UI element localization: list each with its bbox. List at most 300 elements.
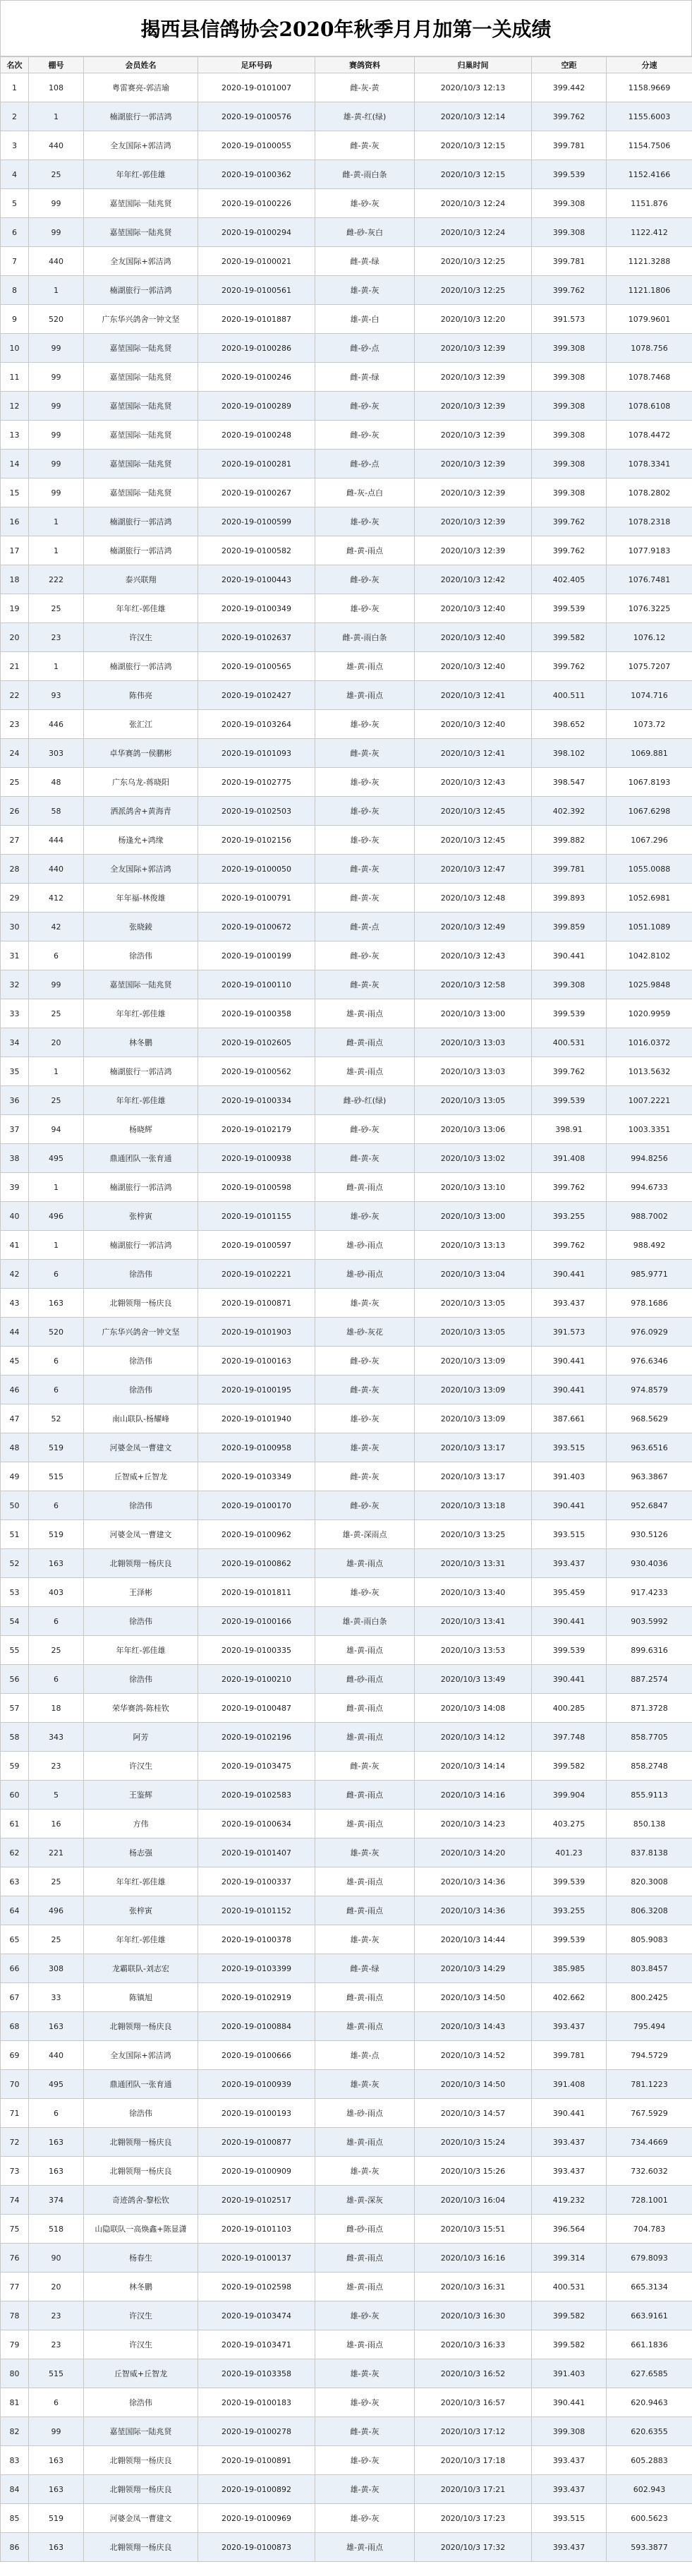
cell-loft-number: 343 <box>29 1723 84 1752</box>
cell-rank: 5 <box>1 189 29 218</box>
header-distance: 空距 <box>532 57 607 73</box>
table-row <box>1 652 692 681</box>
table-row <box>1 1838 692 1867</box>
cell-arrival-time: 2020/10/3 12:39 <box>415 392 532 421</box>
cell-member-name: 嘉堃国际一陆兆贤 <box>84 189 198 218</box>
cell-ring-number: 2020-19-0103399 <box>198 1954 315 1983</box>
cell-pigeon-info: 雌-黄-灰 <box>315 970 415 999</box>
cell-distance: 393.437 <box>532 2128 607 2157</box>
cell-pigeon-info: 雄-砂-雨点 <box>315 2099 415 2128</box>
cell-speed: 806.3208 <box>607 1896 692 1925</box>
cell-ring-number: 2020-19-0102503 <box>198 797 315 826</box>
cell-ring-number: 2020-19-0100582 <box>198 536 315 565</box>
cell-member-name: 徐浩伟 <box>84 1607 198 1636</box>
cell-distance: 399.762 <box>532 1057 607 1086</box>
cell-loft-number: 58 <box>29 797 84 826</box>
cell-loft-number: 99 <box>29 334 84 363</box>
cell-loft-number: 440 <box>29 2041 84 2070</box>
cell-member-name: 粤雷赛亮-郭洁瑜 <box>84 73 198 102</box>
cell-member-name: 河婆金凤一曹建文 <box>84 2504 198 2533</box>
cell-speed: 1151.876 <box>607 189 692 218</box>
cell-distance: 397.748 <box>532 1723 607 1752</box>
cell-arrival-time: 2020/10/3 13:03 <box>415 1028 532 1057</box>
cell-pigeon-info: 雌-黄-雨白条 <box>315 623 415 652</box>
cell-pigeon-info: 雌-砂-雨点 <box>315 1665 415 1694</box>
cell-rank: 69 <box>1 2041 29 2070</box>
cell-arrival-time: 2020/10/3 13:00 <box>415 1202 532 1231</box>
cell-member-name: 徐浩伟 <box>84 1491 198 1520</box>
cell-speed: 1067.296 <box>607 826 692 855</box>
cell-ring-number: 2020-19-0100958 <box>198 1433 315 1462</box>
cell-distance: 401.23 <box>532 1838 607 1867</box>
cell-rank: 27 <box>1 826 29 855</box>
cell-speed: 805.9083 <box>607 1925 692 1954</box>
cell-distance: 399.539 <box>532 1867 607 1896</box>
cell-distance: 393.437 <box>532 2475 607 2504</box>
cell-pigeon-info: 雄-黄-灰 <box>315 1289 415 1318</box>
cell-arrival-time: 2020/10/3 12:39 <box>415 363 532 392</box>
cell-member-name: 北翱领翔一杨庆良 <box>84 2012 198 2041</box>
cell-loft-number: 163 <box>29 2157 84 2186</box>
cell-speed: 994.8256 <box>607 1144 692 1173</box>
table-row <box>1 2012 692 2041</box>
cell-member-name: 洒派鸽舍+黄海青 <box>84 797 198 826</box>
cell-loft-number: 6 <box>29 2099 84 2128</box>
cell-rank: 63 <box>1 1867 29 1896</box>
cell-rank: 34 <box>1 1028 29 1057</box>
cell-member-name: 广东乌龙-蒋晓阳 <box>84 768 198 797</box>
cell-loft-number: 440 <box>29 855 84 884</box>
cell-arrival-time: 2020/10/3 15:26 <box>415 2157 532 2186</box>
cell-loft-number: 163 <box>29 1549 84 1578</box>
cell-loft-number: 52 <box>29 1404 84 1433</box>
cell-pigeon-info: 雄-黄-灰 <box>315 2070 415 2099</box>
cell-arrival-time: 2020/10/3 16:04 <box>415 2186 532 2215</box>
cell-member-name: 年年红-郭佳雄 <box>84 999 198 1028</box>
cell-arrival-time: 2020/10/3 15:24 <box>415 2128 532 2157</box>
cell-ring-number: 2020-19-0101093 <box>198 739 315 768</box>
cell-arrival-time: 2020/10/3 12:58 <box>415 970 532 999</box>
table-row <box>1 710 692 739</box>
cell-loft-number: 1 <box>29 507 84 536</box>
cell-ring-number: 2020-19-0100334 <box>198 1086 315 1115</box>
cell-speed: 600.5623 <box>607 2504 692 2533</box>
cell-loft-number: 1 <box>29 1057 84 1086</box>
cell-ring-number: 2020-19-0100962 <box>198 1520 315 1549</box>
cell-speed: 1078.4472 <box>607 421 692 450</box>
cell-rank: 6 <box>1 218 29 247</box>
cell-ring-number: 2020-19-0100195 <box>198 1376 315 1404</box>
cell-loft-number: 6 <box>29 1491 84 1520</box>
cell-distance: 390.441 <box>532 1607 607 1636</box>
cell-ring-number: 2020-19-0100021 <box>198 247 315 276</box>
cell-ring-number: 2020-19-0100666 <box>198 2041 315 2070</box>
cell-arrival-time: 2020/10/3 12:42 <box>415 565 532 594</box>
cell-pigeon-info: 雌-黄-雨点 <box>315 1896 415 1925</box>
table-row <box>1 450 692 479</box>
cell-pigeon-info: 雄-黄-雨点 <box>315 1810 415 1838</box>
cell-speed: 1079.9601 <box>607 305 692 334</box>
cell-member-name: 北翱领翔一杨庆良 <box>84 2475 198 2504</box>
table-row <box>1 2099 692 2128</box>
cell-rank: 64 <box>1 1896 29 1925</box>
cell-rank: 44 <box>1 1318 29 1347</box>
cell-arrival-time: 2020/10/3 13:02 <box>415 1144 532 1173</box>
cell-speed: 1007.2221 <box>607 1086 692 1115</box>
cell-speed: 1121.3288 <box>607 247 692 276</box>
header-speed: 分速 <box>607 57 692 73</box>
cell-distance: 391.573 <box>532 1318 607 1347</box>
cell-loft-number: 93 <box>29 681 84 710</box>
cell-arrival-time: 2020/10/3 12:39 <box>415 450 532 479</box>
cell-rank: 51 <box>1 1520 29 1549</box>
cell-member-name: 许汉生 <box>84 2330 198 2359</box>
results-body <box>1 73 692 2562</box>
cell-speed: 963.3867 <box>607 1462 692 1491</box>
cell-speed: 732.6032 <box>607 2157 692 2186</box>
cell-speed: 1013.5632 <box>607 1057 692 1086</box>
cell-pigeon-info: 雄-黄-灰 <box>315 2475 415 2504</box>
cell-speed: 978.1686 <box>607 1289 692 1318</box>
table-row <box>1 768 692 797</box>
cell-member-name: 嘉堃国际一陆兆贤 <box>84 363 198 392</box>
cell-ring-number: 2020-19-0100871 <box>198 1289 315 1318</box>
cell-ring-number: 2020-19-0100487 <box>198 1694 315 1723</box>
cell-pigeon-info: 雌-砂-灰白 <box>315 218 415 247</box>
cell-distance: 402.405 <box>532 565 607 594</box>
cell-arrival-time: 2020/10/3 14:14 <box>415 1752 532 1781</box>
cell-member-name: 陈镇旭 <box>84 1983 198 2012</box>
cell-pigeon-info: 雌-黄-雨点 <box>315 536 415 565</box>
cell-arrival-time: 2020/10/3 16:31 <box>415 2273 532 2301</box>
cell-arrival-time: 2020/10/3 12:39 <box>415 421 532 450</box>
cell-rank: 74 <box>1 2186 29 2215</box>
table-row <box>1 1202 692 1231</box>
cell-loft-number: 25 <box>29 1636 84 1665</box>
cell-member-name: 北翱领翔一杨庆良 <box>84 2446 198 2475</box>
cell-loft-number: 23 <box>29 2301 84 2330</box>
cell-pigeon-info: 雌-黄-灰 <box>315 2417 415 2446</box>
cell-loft-number: 6 <box>29 1376 84 1404</box>
cell-member-name: 王泽彬 <box>84 1578 198 1607</box>
cell-distance: 400.511 <box>532 681 607 710</box>
cell-speed: 620.9463 <box>607 2388 692 2417</box>
cell-pigeon-info: 雄-砂-灰 <box>315 2446 415 2475</box>
cell-pigeon-info: 雌-黄-灰 <box>315 1144 415 1173</box>
cell-distance: 399.582 <box>532 1752 607 1781</box>
cell-arrival-time: 2020/10/3 14:50 <box>415 2070 532 2099</box>
cell-pigeon-info: 雄-砂-雨点 <box>315 1231 415 1260</box>
cell-member-name: 荣华赛鸽-陈桂钦 <box>84 1694 198 1723</box>
header-pigeon-info: 赛鸽资料 <box>315 57 415 73</box>
cell-loft-number: 99 <box>29 479 84 507</box>
cell-loft-number: 520 <box>29 305 84 334</box>
cell-distance: 399.308 <box>532 334 607 363</box>
cell-distance: 399.781 <box>532 855 607 884</box>
cell-ring-number: 2020-19-0100050 <box>198 855 315 884</box>
header-arrival-time: 归巢时间 <box>415 57 532 73</box>
cell-speed: 1158.9669 <box>607 73 692 102</box>
cell-loft-number: 23 <box>29 623 84 652</box>
cell-arrival-time: 2020/10/3 12:48 <box>415 884 532 913</box>
cell-distance: 393.515 <box>532 2504 607 2533</box>
cell-pigeon-info: 雄-黄-灰 <box>315 1838 415 1867</box>
cell-rank: 21 <box>1 652 29 681</box>
cell-speed: 1042.8102 <box>607 941 692 970</box>
cell-arrival-time: 2020/10/3 13:25 <box>415 1520 532 1549</box>
cell-distance: 399.882 <box>532 826 607 855</box>
cell-arrival-time: 2020/10/3 12:47 <box>415 855 532 884</box>
cell-member-name: 全友国际+郭洁鸿 <box>84 131 198 160</box>
cell-pigeon-info: 雌-砂-点 <box>315 450 415 479</box>
cell-rank: 17 <box>1 536 29 565</box>
table-row <box>1 1925 692 1954</box>
cell-speed: 988.492 <box>607 1231 692 1260</box>
table-row <box>1 421 692 450</box>
cell-ring-number: 2020-19-0103349 <box>198 1462 315 1491</box>
cell-speed: 988.7002 <box>607 1202 692 1231</box>
cell-ring-number: 2020-19-0100892 <box>198 2475 315 2504</box>
cell-rank: 48 <box>1 1433 29 1462</box>
cell-rank: 43 <box>1 1289 29 1318</box>
cell-speed: 661.1836 <box>607 2330 692 2359</box>
table-row <box>1 681 692 710</box>
cell-arrival-time: 2020/10/3 12:45 <box>415 797 532 826</box>
cell-loft-number: 99 <box>29 421 84 450</box>
cell-pigeon-info: 雄-黄-雨点 <box>315 2273 415 2301</box>
cell-arrival-time: 2020/10/3 14:12 <box>415 1723 532 1752</box>
cell-pigeon-info: 雄-黄-灰 <box>315 1433 415 1462</box>
cell-loft-number: 20 <box>29 2273 84 2301</box>
cell-member-name: 丘智威+丘智龙 <box>84 1462 198 1491</box>
cell-member-name: 年年红-郭佳雄 <box>84 1925 198 1954</box>
cell-member-name: 徐浩伟 <box>84 1376 198 1404</box>
cell-ring-number: 2020-19-0100137 <box>198 2244 315 2273</box>
table-row <box>1 2504 692 2533</box>
cell-speed: 1076.7481 <box>607 565 692 594</box>
cell-distance: 393.255 <box>532 1896 607 1925</box>
cell-pigeon-info: 雌-砂-灰 <box>315 1491 415 1520</box>
cell-speed: 850.138 <box>607 1810 692 1838</box>
cell-ring-number: 2020-19-0100891 <box>198 2446 315 2475</box>
cell-speed: 1076.3225 <box>607 594 692 623</box>
cell-distance: 399.904 <box>532 1781 607 1810</box>
table-row <box>1 1636 692 1665</box>
cell-speed: 1074.716 <box>607 681 692 710</box>
table-row <box>1 1173 692 1202</box>
cell-arrival-time: 2020/10/3 17:12 <box>415 2417 532 2446</box>
cell-arrival-time: 2020/10/3 14:44 <box>415 1925 532 1954</box>
cell-arrival-time: 2020/10/3 13:09 <box>415 1376 532 1404</box>
cell-rank: 66 <box>1 1954 29 1983</box>
cell-member-name: 王鉴辉 <box>84 1781 198 1810</box>
cell-distance: 399.539 <box>532 594 607 623</box>
cell-distance: 400.531 <box>532 1028 607 1057</box>
cell-pigeon-info: 雌-砂-灰 <box>315 392 415 421</box>
cell-distance: 399.308 <box>532 218 607 247</box>
table-row <box>1 334 692 363</box>
table-row <box>1 218 692 247</box>
cell-arrival-time: 2020/10/3 12:13 <box>415 73 532 102</box>
cell-member-name: 楠湖旅行一郭洁鸿 <box>84 507 198 536</box>
cell-pigeon-info: 雄-黄-雨点 <box>315 2012 415 2041</box>
cell-member-name: 年年福-林俊雄 <box>84 884 198 913</box>
cell-speed: 1073.72 <box>607 710 692 739</box>
cell-speed: 1155.6003 <box>607 102 692 131</box>
cell-speed: 917.4233 <box>607 1578 692 1607</box>
cell-ring-number: 2020-19-0101152 <box>198 1896 315 1925</box>
cell-pigeon-info: 雄-黄-雨白条 <box>315 1607 415 1636</box>
table-row <box>1 1462 692 1491</box>
cell-loft-number: 221 <box>29 1838 84 1867</box>
cell-loft-number: 20 <box>29 1028 84 1057</box>
cell-speed: 855.9113 <box>607 1781 692 1810</box>
cell-pigeon-info: 雄-砂-灰 <box>315 826 415 855</box>
cell-speed: 1067.6298 <box>607 797 692 826</box>
table-row <box>1 797 692 826</box>
cell-loft-number: 163 <box>29 2012 84 2041</box>
cell-pigeon-info: 雌-黄-雨白条 <box>315 160 415 189</box>
cell-member-name: 河婆金凤一曹建文 <box>84 1433 198 1462</box>
cell-rank: 33 <box>1 999 29 1028</box>
cell-rank: 18 <box>1 565 29 594</box>
table-row <box>1 1086 692 1115</box>
cell-ring-number: 2020-19-0100939 <box>198 2070 315 2099</box>
table-row <box>1 1491 692 1520</box>
cell-speed: 1078.2802 <box>607 479 692 507</box>
cell-arrival-time: 2020/10/3 13:05 <box>415 1086 532 1115</box>
cell-distance: 399.308 <box>532 392 607 421</box>
table-row <box>1 247 692 276</box>
cell-arrival-time: 2020/10/3 13:05 <box>415 1318 532 1347</box>
cell-pigeon-info: 雄-砂-灰 <box>315 1404 415 1433</box>
cell-loft-number: 403 <box>29 1578 84 1607</box>
cell-loft-number: 16 <box>29 1810 84 1838</box>
cell-loft-number: 25 <box>29 1867 84 1896</box>
cell-arrival-time: 2020/10/3 12:49 <box>415 913 532 941</box>
table-row <box>1 855 692 884</box>
cell-ring-number: 2020-19-0101940 <box>198 1404 315 1433</box>
cell-ring-number: 2020-19-0100862 <box>198 1549 315 1578</box>
cell-rank: 77 <box>1 2273 29 2301</box>
cell-ring-number: 2020-19-0100337 <box>198 1867 315 1896</box>
cell-arrival-time: 2020/10/3 12:25 <box>415 276 532 305</box>
cell-ring-number: 2020-19-0101903 <box>198 1318 315 1347</box>
cell-ring-number: 2020-19-0100281 <box>198 450 315 479</box>
cell-loft-number: 1 <box>29 536 84 565</box>
cell-pigeon-info: 雄-砂-灰 <box>315 507 415 536</box>
table-row <box>1 2388 692 2417</box>
cell-ring-number: 2020-19-0102637 <box>198 623 315 652</box>
table-row <box>1 2417 692 2446</box>
cell-loft-number: 48 <box>29 768 84 797</box>
cell-rank: 76 <box>1 2244 29 2273</box>
table-row <box>1 2301 692 2330</box>
cell-member-name: 嘉堃国际一陆兆贤 <box>84 392 198 421</box>
cell-arrival-time: 2020/10/3 12:40 <box>415 710 532 739</box>
cell-rank: 47 <box>1 1404 29 1433</box>
cell-speed: 968.5629 <box>607 1404 692 1433</box>
cell-arrival-time: 2020/10/3 16:57 <box>415 2388 532 2417</box>
cell-pigeon-info: 雌-砂-雨点 <box>315 2215 415 2244</box>
table-row <box>1 594 692 623</box>
cell-loft-number: 374 <box>29 2186 84 2215</box>
cell-arrival-time: 2020/10/3 12:20 <box>415 305 532 334</box>
cell-loft-number: 99 <box>29 218 84 247</box>
cell-ring-number: 2020-19-0100286 <box>198 334 315 363</box>
cell-pigeon-info: 雄-黄-点 <box>315 2041 415 2070</box>
cell-ring-number: 2020-19-0100672 <box>198 913 315 941</box>
cell-distance: 399.442 <box>532 73 607 102</box>
cell-speed: 1078.3341 <box>607 450 692 479</box>
cell-rank: 54 <box>1 1607 29 1636</box>
cell-loft-number: 25 <box>29 160 84 189</box>
cell-ring-number: 2020-19-0100969 <box>198 2504 315 2533</box>
cell-pigeon-info: 雌-黄-雨点 <box>315 1173 415 1202</box>
cell-speed: 1052.6981 <box>607 884 692 913</box>
cell-arrival-time: 2020/10/3 13:41 <box>415 1607 532 1636</box>
table-row <box>1 2475 692 2504</box>
cell-ring-number: 2020-19-0101155 <box>198 1202 315 1231</box>
cell-rank: 45 <box>1 1347 29 1376</box>
cell-distance: 399.539 <box>532 1636 607 1665</box>
cell-pigeon-info: 雄-黄-雨点 <box>315 1057 415 1086</box>
cell-rank: 22 <box>1 681 29 710</box>
cell-loft-number: 1 <box>29 652 84 681</box>
cell-arrival-time: 2020/10/3 13:40 <box>415 1578 532 1607</box>
cell-arrival-time: 2020/10/3 13:17 <box>415 1462 532 1491</box>
table-row <box>1 1607 692 1636</box>
cell-speed: 627.6585 <box>607 2359 692 2388</box>
cell-rank: 30 <box>1 913 29 941</box>
table-row <box>1 1144 692 1173</box>
cell-ring-number: 2020-19-0100199 <box>198 941 315 970</box>
cell-member-name: 全友国际+郭洁鸿 <box>84 855 198 884</box>
cell-loft-number: 515 <box>29 2359 84 2388</box>
cell-loft-number: 163 <box>29 2533 84 2562</box>
cell-loft-number: 18 <box>29 1694 84 1723</box>
table-row <box>1 1665 692 1694</box>
cell-loft-number: 6 <box>29 941 84 970</box>
cell-rank: 38 <box>1 1144 29 1173</box>
cell-loft-number: 25 <box>29 594 84 623</box>
cell-member-name: 楠湖旅行一郭洁鸿 <box>84 536 198 565</box>
cell-rank: 58 <box>1 1723 29 1752</box>
cell-loft-number: 23 <box>29 1752 84 1781</box>
cell-member-name: 鼎通团队一张育通 <box>84 2070 198 2099</box>
table-row <box>1 1954 692 1983</box>
cell-distance: 402.392 <box>532 797 607 826</box>
cell-distance: 399.762 <box>532 1173 607 1202</box>
cell-loft-number: 99 <box>29 970 84 999</box>
cell-ring-number: 2020-19-0100378 <box>198 1925 315 1954</box>
cell-ring-number: 2020-19-0102221 <box>198 1260 315 1289</box>
cell-member-name: 徐浩伟 <box>84 941 198 970</box>
table-row <box>1 1057 692 1086</box>
cell-pigeon-info: 雄-砂-灰 <box>315 2301 415 2330</box>
table-row <box>1 1867 692 1896</box>
table-row <box>1 363 692 392</box>
cell-speed: 1152.4166 <box>607 160 692 189</box>
cell-rank: 60 <box>1 1781 29 1810</box>
cell-ring-number: 2020-19-0100166 <box>198 1607 315 1636</box>
cell-arrival-time: 2020/10/3 14:36 <box>415 1867 532 1896</box>
cell-rank: 2 <box>1 102 29 131</box>
table-row <box>1 1115 692 1144</box>
table-row <box>1 102 692 131</box>
cell-distance: 399.308 <box>532 450 607 479</box>
cell-distance: 403.275 <box>532 1810 607 1838</box>
